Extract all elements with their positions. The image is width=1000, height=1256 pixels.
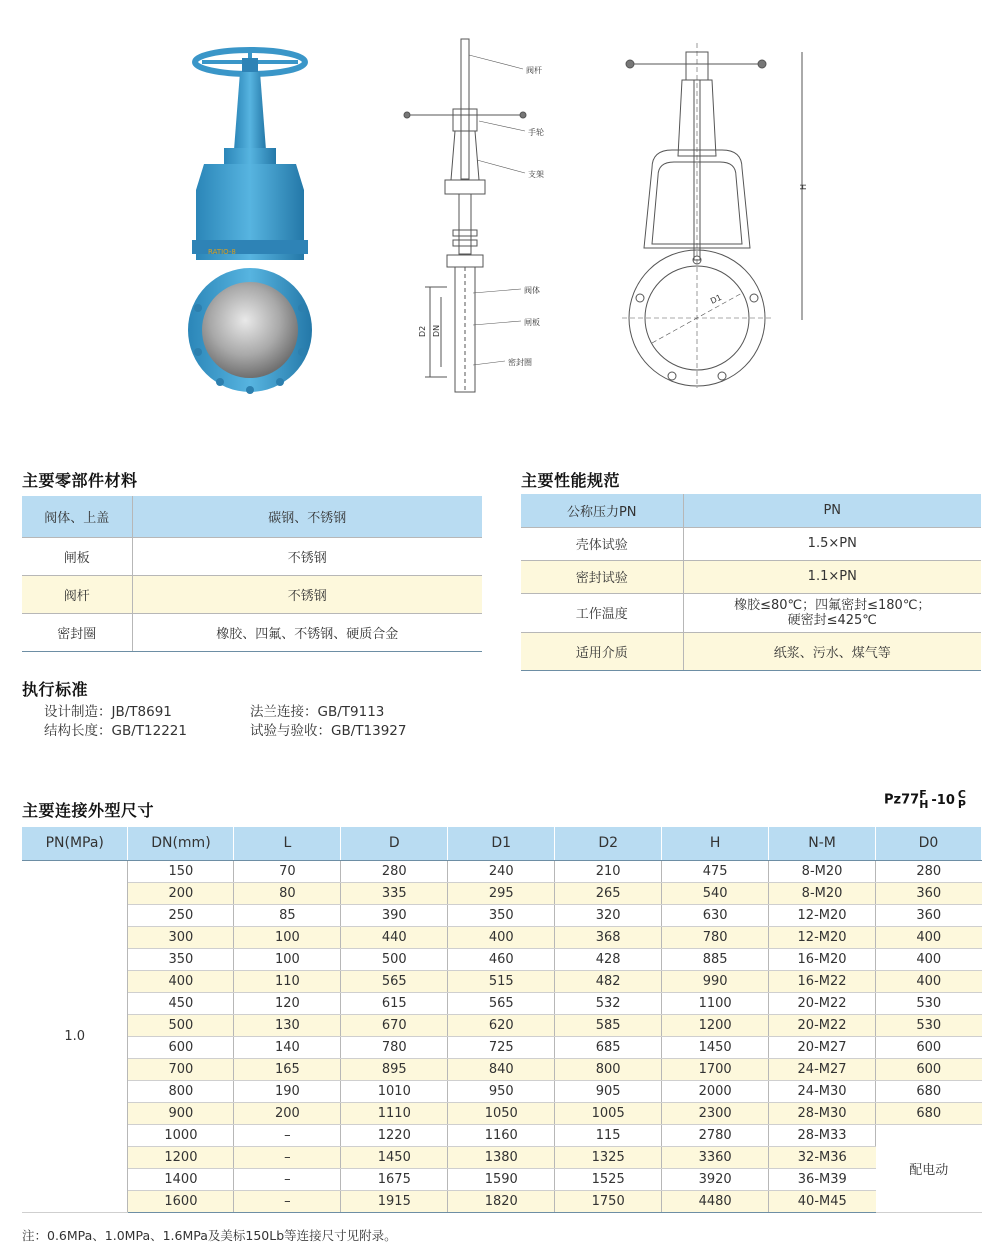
dims-cell: 680 xyxy=(876,1080,982,1102)
dims-cell: 350 xyxy=(448,904,555,926)
dims-cell: 400 xyxy=(876,948,982,970)
model-sup1: F xyxy=(919,788,927,801)
dims-cell: 1200 xyxy=(128,1146,234,1168)
dims-cell: 1220 xyxy=(341,1124,448,1146)
dims-cell: 700 xyxy=(128,1058,234,1080)
table-row xyxy=(521,632,981,670)
dims-cell: 565 xyxy=(448,992,555,1014)
dims-cell: 600 xyxy=(128,1036,234,1058)
label-seal: 密封圈 xyxy=(508,358,532,367)
dims-cell: 1600 xyxy=(128,1190,234,1212)
dims-cell: 500 xyxy=(341,948,448,970)
dims-cell: 400 xyxy=(876,970,982,992)
table-row xyxy=(22,1190,982,1212)
material-value: 不锈钢 xyxy=(132,575,482,613)
perf-value-line2: 硬密封≤425℃ xyxy=(787,612,877,628)
dims-cell: 190 xyxy=(234,1080,341,1102)
dims-cell: 36-M39 xyxy=(769,1168,876,1190)
dims-header: L xyxy=(234,827,341,860)
standard-item: 试验与验收：GB/T13927 xyxy=(250,723,407,739)
dims-cell: 885 xyxy=(662,948,769,970)
table-row xyxy=(22,992,982,1014)
product-images xyxy=(0,0,1000,440)
dims-header: D0 xyxy=(876,827,982,860)
table-row xyxy=(22,1080,982,1102)
table-row xyxy=(521,527,981,560)
dims-cell: 280 xyxy=(341,860,448,882)
material-value: 不锈钢 xyxy=(132,537,482,575)
perf-item: 密封试验 xyxy=(521,560,683,593)
dims-cell: 1160 xyxy=(448,1124,555,1146)
table-row xyxy=(521,560,981,593)
dims-cell: 40-M45 xyxy=(769,1190,876,1212)
electric-cell: 配电动 xyxy=(876,1124,982,1212)
dims-cell: 540 xyxy=(662,882,769,904)
dims-cell: 585 xyxy=(555,1014,662,1036)
dims-cell: 800 xyxy=(128,1080,234,1102)
dims-cell: 16-M20 xyxy=(769,948,876,970)
dims-cell: 1700 xyxy=(662,1058,769,1080)
dims-cell: 16-M22 xyxy=(769,970,876,992)
dims-cell: 300 xyxy=(128,926,234,948)
materials-title: 主要零部件材料 xyxy=(22,471,138,490)
dims-cell: – xyxy=(234,1146,341,1168)
dims-cell: 85 xyxy=(234,904,341,926)
dims-cell: 725 xyxy=(448,1036,555,1058)
dims-cell: 70 xyxy=(234,860,341,882)
dims-cell: 1820 xyxy=(448,1190,555,1212)
dims-cell: 20-M22 xyxy=(769,1014,876,1036)
material-part: 密封圈 xyxy=(22,613,132,651)
table-row xyxy=(22,1124,982,1146)
dims-cell: 250 xyxy=(128,904,234,926)
perf-item: 适用介质 xyxy=(521,632,683,670)
dims-cell: 240 xyxy=(448,860,555,882)
dims-cell: 2000 xyxy=(662,1080,769,1102)
label-body: 阀体 xyxy=(524,286,540,295)
dims-cell: 1050 xyxy=(448,1102,555,1124)
standards-list xyxy=(44,703,406,741)
dims-cell: 24-M30 xyxy=(769,1080,876,1102)
dims-cell: 165 xyxy=(234,1058,341,1080)
dims-header: D xyxy=(341,827,448,860)
table-row xyxy=(22,1102,982,1124)
dims-cell: 3360 xyxy=(662,1146,769,1168)
perf-item: 公称压力PN xyxy=(521,494,683,527)
model-mid: -10 xyxy=(931,792,955,808)
dims-cell: 800 xyxy=(555,1058,662,1080)
label-gate: 闸板 xyxy=(524,318,540,327)
dims-cell: 400 xyxy=(876,926,982,948)
dim-dn: DN xyxy=(432,324,441,337)
performance-table xyxy=(521,494,981,671)
dims-cell: 350 xyxy=(128,948,234,970)
dims-cell: 200 xyxy=(128,882,234,904)
dims-header: D2 xyxy=(555,827,662,860)
dims-cell: 12-M20 xyxy=(769,926,876,948)
dims-cell: 500 xyxy=(128,1014,234,1036)
dims-cell: 780 xyxy=(341,1036,448,1058)
dims-cell: 32-M36 xyxy=(769,1146,876,1168)
dims-cell: 140 xyxy=(234,1036,341,1058)
performance-title: 主要性能规范 xyxy=(521,471,621,490)
table-row xyxy=(521,593,981,632)
table-row xyxy=(22,537,482,575)
dims-cell: 360 xyxy=(876,882,982,904)
perf-value-line1: 橡胶≤80℃；四氟密封≤180℃； xyxy=(734,597,931,613)
dims-cell: 1325 xyxy=(555,1146,662,1168)
svg-text:RATIO-8: RATIO-8 xyxy=(208,248,236,256)
table-row xyxy=(22,904,982,926)
footnote: 注：0.6MPa、1.0MPa、1.6MPa及美标150Lb等连接尺寸见附录。 xyxy=(22,1228,397,1243)
dims-cell: 670 xyxy=(341,1014,448,1036)
dims-cell: – xyxy=(234,1190,341,1212)
dims-cell: 2780 xyxy=(662,1124,769,1146)
side-section-drawing xyxy=(395,35,565,400)
dims-cell: 130 xyxy=(234,1014,341,1036)
dims-cell: 1675 xyxy=(341,1168,448,1190)
dims-cell: 1380 xyxy=(448,1146,555,1168)
dimensions-table xyxy=(22,827,982,1213)
dims-header-row xyxy=(22,827,982,860)
model-sub1: H xyxy=(919,798,929,811)
dims-cell: 120 xyxy=(234,992,341,1014)
dims-cell: 680 xyxy=(876,1102,982,1124)
table-row xyxy=(22,1058,982,1080)
standard-item: 结构长度：GB/T12221 xyxy=(44,723,187,739)
dims-cell: 200 xyxy=(234,1102,341,1124)
dims-cell: 532 xyxy=(555,992,662,1014)
materials-table xyxy=(22,496,482,652)
dims-cell: 295 xyxy=(448,882,555,904)
table-row xyxy=(22,926,982,948)
dims-cell: 900 xyxy=(128,1102,234,1124)
dims-cell: 905 xyxy=(555,1080,662,1102)
perf-value xyxy=(683,593,981,632)
dims-cell: 530 xyxy=(876,992,982,1014)
dims-cell: 400 xyxy=(448,926,555,948)
dims-header: D1 xyxy=(448,827,555,860)
material-part: 阀体、上盖 xyxy=(22,496,132,537)
dims-cell: 20-M27 xyxy=(769,1036,876,1058)
dimensions-title: 主要连接外型尺寸 xyxy=(22,801,155,820)
dim-h: H xyxy=(799,183,808,190)
dims-cell: 28-M30 xyxy=(769,1102,876,1124)
table-row xyxy=(22,948,982,970)
dims-cell: 150 xyxy=(128,860,234,882)
dims-cell: 1750 xyxy=(555,1190,662,1212)
dims-cell: 8-M20 xyxy=(769,860,876,882)
table-row xyxy=(22,970,982,992)
table-row xyxy=(22,1146,982,1168)
dims-cell: 210 xyxy=(555,860,662,882)
material-value: 碳钢、不锈钢 xyxy=(132,496,482,537)
model-sup2: C xyxy=(957,788,966,801)
dims-cell: 1200 xyxy=(662,1014,769,1036)
dims-body xyxy=(22,860,982,1212)
front-view-drawing xyxy=(612,38,827,388)
dims-cell: 368 xyxy=(555,926,662,948)
table-row xyxy=(22,1014,982,1036)
dims-cell: 24-M27 xyxy=(769,1058,876,1080)
dims-cell: 565 xyxy=(341,970,448,992)
standard-item: 法兰连接：GB/T9113 xyxy=(250,704,385,720)
perf-value: 1.5×PN xyxy=(683,527,981,560)
material-part: 阀杆 xyxy=(22,575,132,613)
dims-cell: 460 xyxy=(448,948,555,970)
dims-cell: 615 xyxy=(341,992,448,1014)
dims-cell: 12-M20 xyxy=(769,904,876,926)
model-prefix: Pz77 xyxy=(884,792,920,808)
dims-cell: 1100 xyxy=(662,992,769,1014)
dims-header: H xyxy=(662,827,769,860)
model-sub2: P xyxy=(957,798,966,811)
dims-cell: 1400 xyxy=(128,1168,234,1190)
perf-value: PN xyxy=(683,494,981,527)
dims-cell: 475 xyxy=(662,860,769,882)
dims-cell: 515 xyxy=(448,970,555,992)
dims-cell: 1005 xyxy=(555,1102,662,1124)
dims-cell: 80 xyxy=(234,882,341,904)
dims-cell: 100 xyxy=(234,948,341,970)
dims-cell: 1590 xyxy=(448,1168,555,1190)
dims-cell: 530 xyxy=(876,1014,982,1036)
dims-cell: – xyxy=(234,1168,341,1190)
dims-cell: 400 xyxy=(128,970,234,992)
dims-header: DN(mm) xyxy=(128,827,234,860)
dims-cell: 600 xyxy=(876,1036,982,1058)
dims-cell: 280 xyxy=(876,860,982,882)
dims-cell: 3920 xyxy=(662,1168,769,1190)
table-row xyxy=(22,496,482,537)
dims-cell: 115 xyxy=(555,1124,662,1146)
pn-cell: 1.0 xyxy=(22,860,128,1212)
dims-header: N-M xyxy=(769,827,876,860)
dims-cell: – xyxy=(234,1124,341,1146)
dims-cell: 482 xyxy=(555,970,662,992)
dims-cell: 630 xyxy=(662,904,769,926)
perf-value: 1.1×PN xyxy=(683,560,981,593)
dims-cell: 20-M22 xyxy=(769,992,876,1014)
label-bracket: 支架 xyxy=(528,170,544,179)
dims-cell: 990 xyxy=(662,970,769,992)
dims-cell: 360 xyxy=(876,904,982,926)
model-code xyxy=(884,790,966,810)
dims-cell: 110 xyxy=(234,970,341,992)
dims-cell: 600 xyxy=(876,1058,982,1080)
dim-d1: D1 xyxy=(709,292,724,306)
dims-cell: 8-M20 xyxy=(769,882,876,904)
dims-cell: 1000 xyxy=(128,1124,234,1146)
dims-cell: 1525 xyxy=(555,1168,662,1190)
valve-photo xyxy=(180,40,330,400)
dim-d2: D2 xyxy=(418,325,427,337)
perf-item: 工作温度 xyxy=(521,593,683,632)
dims-cell: 1450 xyxy=(662,1036,769,1058)
dims-cell: 950 xyxy=(448,1080,555,1102)
dims-cell: 440 xyxy=(341,926,448,948)
table-row xyxy=(22,860,982,882)
table-row xyxy=(22,1168,982,1190)
dims-cell: 1450 xyxy=(341,1146,448,1168)
table-row xyxy=(22,613,482,651)
dims-cell: 1915 xyxy=(341,1190,448,1212)
label-stem: 阀杆 xyxy=(526,66,542,75)
dims-cell: 390 xyxy=(341,904,448,926)
dims-header: PN(MPa) xyxy=(22,827,128,860)
standards-title: 执行标准 xyxy=(22,680,89,699)
dims-cell: 428 xyxy=(555,948,662,970)
dims-cell: 450 xyxy=(128,992,234,1014)
table-row xyxy=(521,494,981,527)
perf-item: 壳体试验 xyxy=(521,527,683,560)
label-handwheel: 手轮 xyxy=(528,128,544,137)
dims-cell: 100 xyxy=(234,926,341,948)
table-row xyxy=(22,1036,982,1058)
dims-cell: 1110 xyxy=(341,1102,448,1124)
dims-cell: 28-M33 xyxy=(769,1124,876,1146)
standard-item: 设计制造：JB/T8691 xyxy=(44,704,172,720)
dims-cell: 320 xyxy=(555,904,662,926)
material-value: 橡胶、四氟、不锈钢、硬质合金 xyxy=(132,613,482,651)
dims-cell: 780 xyxy=(662,926,769,948)
dims-cell: 1010 xyxy=(341,1080,448,1102)
table-row xyxy=(22,575,482,613)
material-part: 闸板 xyxy=(22,537,132,575)
dims-cell: 840 xyxy=(448,1058,555,1080)
dims-cell: 2300 xyxy=(662,1102,769,1124)
dims-cell: 895 xyxy=(341,1058,448,1080)
dims-cell: 335 xyxy=(341,882,448,904)
dims-cell: 620 xyxy=(448,1014,555,1036)
table-row xyxy=(22,882,982,904)
perf-value: 纸浆、污水、煤气等 xyxy=(683,632,981,670)
dims-cell: 265 xyxy=(555,882,662,904)
dims-cell: 685 xyxy=(555,1036,662,1058)
dims-cell: 4480 xyxy=(662,1190,769,1212)
